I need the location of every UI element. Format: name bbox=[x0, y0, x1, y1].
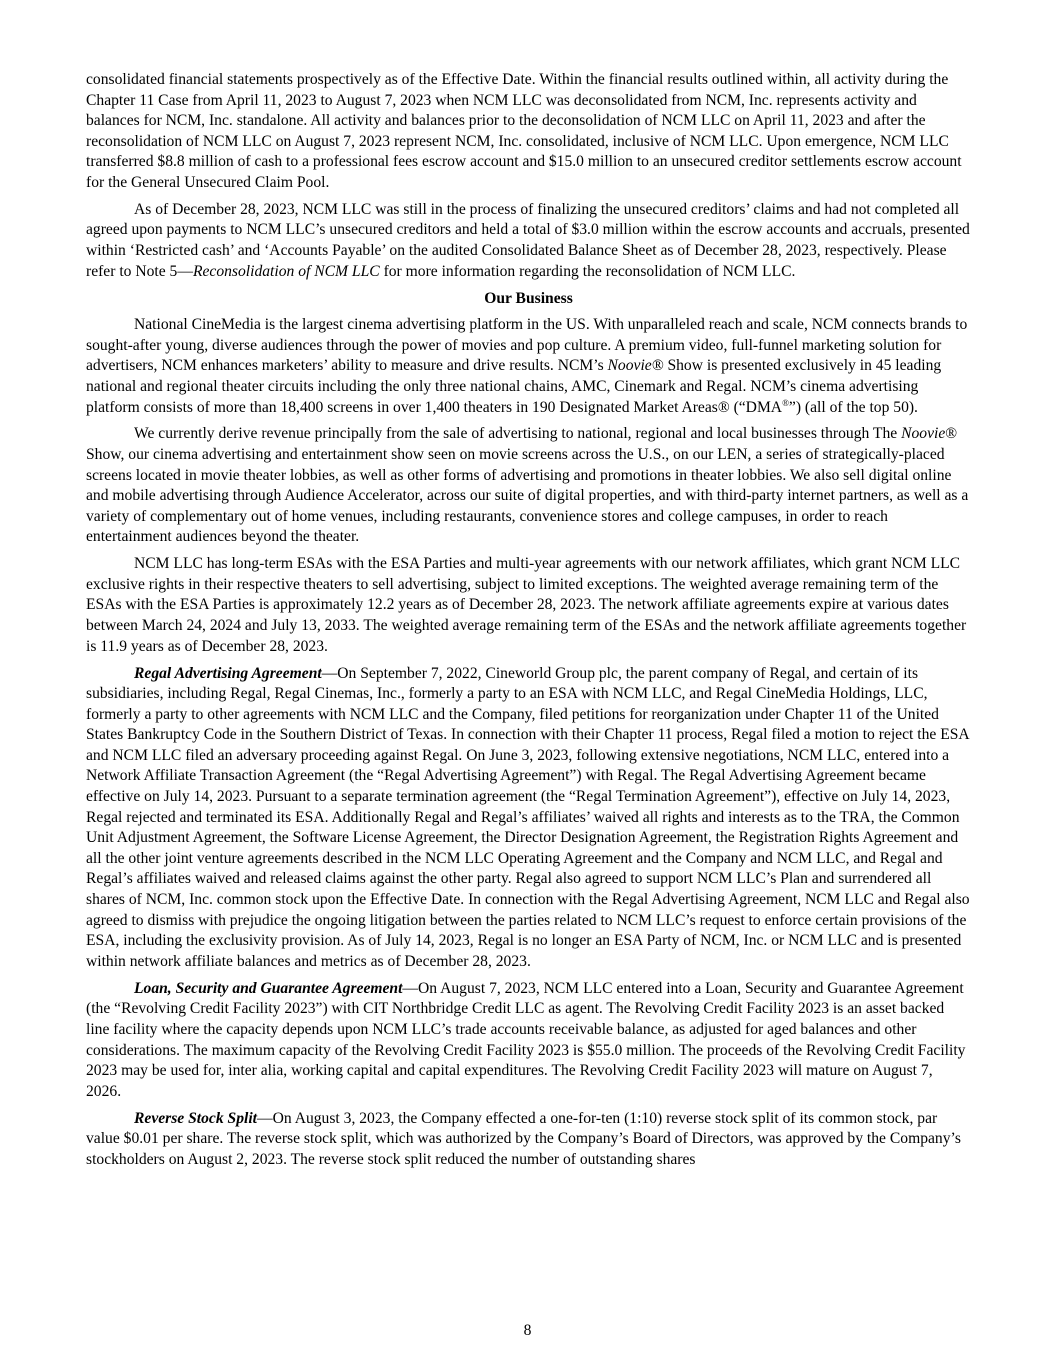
text-segment: —On August 7, 2023, NCM LLC entered into a Loan, Security and Guarantee Agreement (the “Revolving Credit Facility 2023”) with CIT Northbridge Credit LLC as agent. The Revolving Credit Facility 2023 is an asset backed line facility where the capacity depends upon NCM LLC’s trade accounts receivable balance, as adjusted for aged balances and other considerations. The maximum capacity of the Revolving Credit Facility 2023 is $55.0 million. The proceeds of the Revolving Credit Facility 2023 may be used for, inter alia, working capital and capital expenditures. The Revolving Credit Facility 2023 will mature on August 7, 2026. bbox=[86, 979, 966, 1100]
paragraph-deconsolidation: consolidated financial statements prospectively as of the Effective Date. Within the financial results outlined within, all activity during the Chapter 11 Case from April 11, 2023 to August 7, 2023 when NCM LLC was deconsolidated from NCM, Inc. represents activity and balances for NCM, Inc. standalone. All activity and balances prior to the deconsolidation of NCM LLC on April 11, 2023 and after the reconsolidation of NCM LLC on August 7, 2023 represent NCM, Inc. consolidated, inclusive of NCM LLC. Upon emergence, NCM LLC transferred $8.8 million of cash to a professional fees escrow account and $15.0 million to an unsecured creditor settlements escrow account for the General Unsecured Claim Pool. bbox=[86, 71, 962, 191]
paragraph-national-cinemedia bbox=[86, 315, 971, 418]
text-segment: As of December 28, 2023, NCM LLC was still in the process of finalizing the unsecured creditors’ claims and had not completed all agreed upon payments to NCM LLC’s unsecured creditors and held a total of $3.0 million within the escrow accounts and accruals, presented within ‘Restricted cash’ and ‘Accounts Payable’ on the audited Consolidated Balance Sheet as of December 28, 2023, respectively. Please refer to Note 5— bbox=[86, 200, 970, 280]
paragraph-esas: NCM LLC has long-term ESAs with the ESA Parties and multi-year agreements with our network affiliates, which grant NCM LLC exclusive rights in their respective theaters to sell advertising, subject to limited exceptions. The weighted average remaining term of the ESAs with the ESA Parties is approximately 12.2 years as of December 28, 2023. The network affiliate agreements expire at various dates between March 24, 2024 and July 13, 2033. The weighted average remaining term of the ESAs and the network affiliate agreements together is 11.9 years as of December 28, 2023. bbox=[86, 555, 967, 655]
paragraph-title: Regal Advertising Agreement bbox=[134, 664, 322, 682]
text-segment: ® Show, our cinema advertising and entertainment show seen on movie screens across the U.S., on our LEN, a series of strategically-placed screens located in movie theater lobbies, as well as other forms of advertising and promotions in theater lobbies. We also sell digital online and mobile advertising through Audience Accelerator, across our suite of digital properties, and with third-party internet partners, as well as a variety of complementary out of home venues, including restaurants, convenience stores and college campuses, in order to reach entertainment audiences beyond the theater. bbox=[86, 425, 969, 546]
paragraph-reverse-split bbox=[86, 1109, 971, 1171]
text-segment: Show is presented exclusively in 45 leading national and regional theater circuits including the only three national chains, AMC, Cinemark and Regal. NCM’s cinema advertising platform consists of more than 18,400 screens in over 1,400 theaters in 190 Designated Market Areas® (“DMA bbox=[86, 357, 942, 416]
paragraph-revenue bbox=[86, 424, 971, 548]
section-heading: Our Business bbox=[484, 289, 573, 307]
paragraph-title: Loan, Security and Guarantee Agreement bbox=[134, 979, 403, 997]
text-segment: —On August 3, 2023, the Company effected a one-for-ten (1:10) reverse stock split of its common stock, par value $0.01 per share. The reverse stock split, which was authorized by the Company’s Board of Directors, was approved by the Company’s stockholders on August 2, 2023. The reverse stock split reduced the number of outstanding shares bbox=[86, 1109, 961, 1168]
paragraph-loan-security bbox=[86, 979, 971, 1103]
paragraph-unsecured-creditors bbox=[86, 200, 971, 282]
paragraph-regal-advertising bbox=[86, 664, 971, 973]
text-segment: National CineMedia is the largest cinema advertising platform in the US. With unparalleled reach and scale, NCM connects brands to sought-after young, diverse audiences through the power of movies and pop culture. A premium video, full-funnel marketing solution for advertisers, NCM enhances marketers’ ability to measure and drive results. NCM’s bbox=[86, 316, 968, 375]
text-segment: —On September 7, 2022, Cineworld Group plc, the parent company of Regal, and certain of its subsidiaries, including Regal, Regal Cinemas, Inc., formerly a party to an ESA with NCM LLC, and Regal CineMedia Holdings, LLC, formerly a party to other agreements with NCM LLC and the Company, filed petitions for reorganization under Chapter 11 of the United States Bankruptcy Code in the Southern District of Texas. In connection with their Chapter 11 process, Regal filed a motion to reject the ESA and NCM LLC filed an adversary proceeding against Regal. On June 3, 2023, following extensive negotiations, NCM LLC, entered into a Network Affiliate Transaction Agreement (the “Regal Advertising Agreement”) with Regal. The Regal Advertising Agreement became effective on July 14, 2023. Pursuant to a separate termination agreement (the “Regal Termination Agreement”), effective on July 14, 2023, Regal rejected and terminated its ESA. Additionally Regal and Regal’s affiliates’ waived all rights and interests as to the TRA, the Common Unit Adjustment Agreement, the Software License Agreement, the Director Designation Agreement, the Registration Rights Agreement and all the other joint venture agreements described in the NCM LLC Operating Agreement and the Company and NCM LLC, and Regal and Regal’s affiliates waived and released claims against the other party. Regal also agreed to support NCM LLC’s Plan and surrendered all shares of NCM, Inc. common stock upon the Effective Date. In connection with the Regal Advertising Agreement, NCM LLC and Regal also agreed to dismiss with prejudice the ongoing litigation between the parties related to NCM LLC’s request to enforce certain provisions of the ESA, including the exclusivity provision. As of July 14, 2023, Regal is no longer an ESA Party of NCM, Inc. or NCM LLC and is presented within network affiliate balances and metrics as of December 28, 2023. bbox=[86, 664, 970, 970]
text-segment: for more information regarding the reconsolidation of NCM LLC. bbox=[379, 262, 796, 280]
text-segment: We currently derive revenue principally from the sale of advertising to national, regional and local businesses through The bbox=[134, 425, 902, 443]
paragraph-title: Reverse Stock Split bbox=[134, 1109, 258, 1127]
text-segment: ”) (all of the top 50). bbox=[788, 398, 918, 416]
brand-name: Noovie bbox=[901, 425, 946, 443]
note-reference: Reconsolidation of NCM LLC bbox=[192, 262, 380, 280]
registered-mark: ® bbox=[782, 397, 789, 408]
document-body bbox=[86, 70, 971, 1177]
page-number: 8 bbox=[523, 1322, 532, 1339]
brand-name: Noovie® bbox=[607, 357, 664, 375]
